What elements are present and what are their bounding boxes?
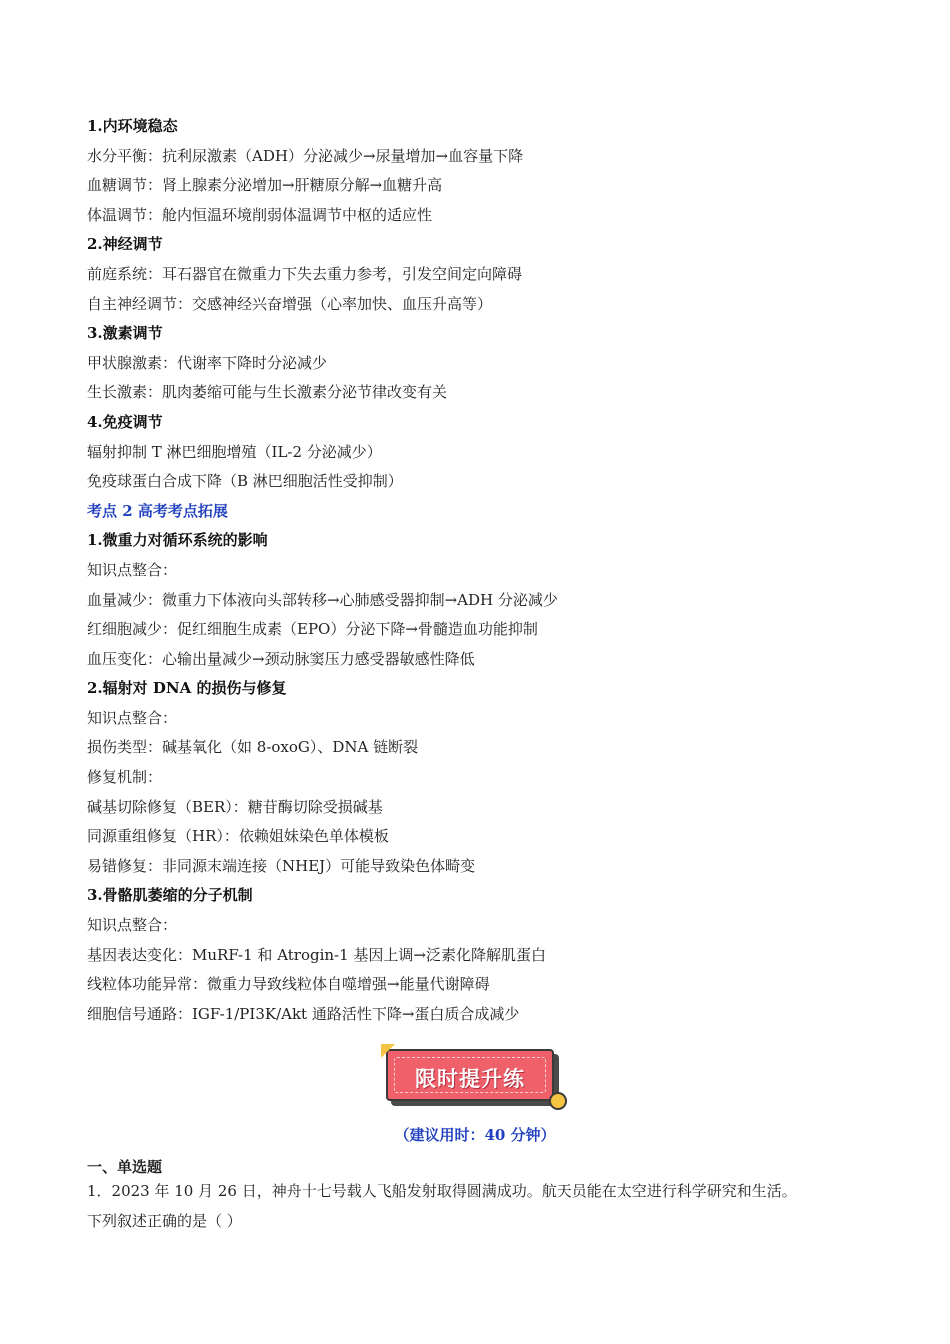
question-1-line-2: 下列叙述正确的是（ ） <box>87 1212 242 1230</box>
time-hint: （建议用时：40 分钟） <box>394 1126 556 1144</box>
text-line: 细胞信号通路：IGF-1/PI3K/Akt 通路活性下降→蛋白质合成减少 <box>87 1004 520 1023</box>
text-line: 前庭系统：耳石器官在微重力下失去重力参考，引发空间定向障碍 <box>87 264 523 283</box>
section-heading: 3.激素调节 <box>87 324 163 343</box>
text-line: 免疫球蛋白合成下降（B 淋巴细胞活性受抑制） <box>87 472 403 491</box>
flag-icon <box>381 1044 395 1058</box>
circle-icon <box>549 1092 567 1110</box>
text-line: 体温调节：舱内恒温环境削弱体温调节中枢的适应性 <box>87 205 433 224</box>
text-line: 血量减少：微重力下体液向头部转移→心肺感受器抑制→ADH 分泌减少 <box>87 590 558 609</box>
content-body <box>87 112 877 1029</box>
text-line: 血压变化：心输出量减少→颈动脉窦压力感受器敏感性降低 <box>87 649 475 668</box>
banner-label: 限时提升练 <box>415 1067 525 1091</box>
text-line: 知识点整合： <box>87 560 178 579</box>
text-line: 线粒体功能异常：微重力导致线粒体自噬增强→能量代谢障碍 <box>87 975 490 994</box>
text-line: 血糖调节：肾上腺素分泌增加→肝糖原分解→血糖升高 <box>87 176 443 195</box>
question-1 <box>87 1176 877 1236</box>
text-line: 辐射抑制 T 淋巴细胞增殖（IL-2 分泌减少） <box>87 442 382 461</box>
topic-heading: 考点 2 高考考点拓展 <box>87 501 228 520</box>
practice-banner <box>383 1046 569 1112</box>
text-line: 易错修复：非同源末端连接（NHEJ）可能导致染色体畸变 <box>87 856 476 875</box>
text-line: 基因表达变化：MuRF-1 和 Atrogin-1 基因上调→泛素化降解肌蛋白 <box>87 945 547 964</box>
text-line: 甲状腺激素：代谢率下降时分泌减少 <box>87 353 328 372</box>
text-line: 修复机制： <box>87 768 163 787</box>
text-line: 水分平衡：抗利尿激素（ADH）分泌减少→尿量增加→血容量下降 <box>87 146 524 165</box>
text-line: 红细胞减少：促红细胞生成素（EPO）分泌下降→骨髓造血功能抑制 <box>87 620 538 639</box>
text-line: 知识点整合： <box>87 708 178 727</box>
section-heading: 3.骨骼肌萎缩的分子机制 <box>87 886 253 905</box>
section-heading: 1.微重力对循环系统的影响 <box>87 531 268 550</box>
text-line: 碱基切除修复（BER）：糖苷酶切除受损碱基 <box>87 797 383 816</box>
text-line: 知识点整合： <box>87 916 178 935</box>
text-line: 自主神经调节：交感神经兴奋增强（心率加快、血压升高等） <box>87 294 493 313</box>
section-heading: 1.内环境稳态 <box>87 117 178 135</box>
text-line: 损伤类型：碱基氧化（如 8-oxoG）、DNA 链断裂 <box>87 738 419 757</box>
section-heading: 4.免疫调节 <box>87 412 163 431</box>
section-heading: 2.辐射对 DNA 的损伤与修复 <box>87 679 287 698</box>
section-title: 一、单选题 <box>87 1158 163 1176</box>
question-1-line-1: 1．2023 年 10 月 26 日，神舟十七号载人飞船发射取得圆满成功。航天员能在太空进行科学研究和生活。 <box>87 1182 797 1200</box>
text-line: 生长激素：肌肉萎缩可能与生长激素分泌节律改变有关 <box>87 383 448 402</box>
section-heading: 2.神经调节 <box>87 235 163 254</box>
text-line: 同源重组修复（HR）：依赖姐妹染色单体模板 <box>87 827 389 846</box>
